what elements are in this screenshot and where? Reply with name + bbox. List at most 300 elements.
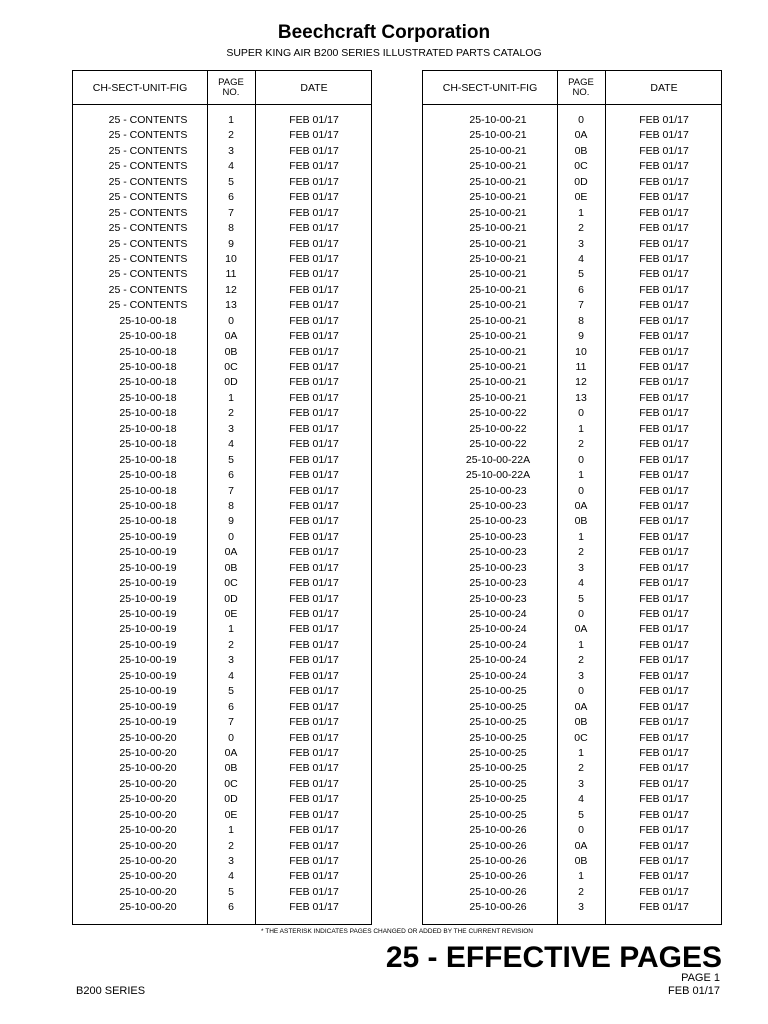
date-cell: FEB 01/17 <box>639 577 689 590</box>
table-row <box>73 592 371 607</box>
page-cell: 0C <box>224 777 238 790</box>
page-cell: 5 <box>228 685 234 698</box>
table-body <box>73 113 371 916</box>
fig-cell: 25-10-00-18 <box>119 453 177 466</box>
fig-cell: 25-10-00-25 <box>469 685 527 698</box>
page-title: Beechcraft Corporation <box>277 22 491 43</box>
fig-cell: 25-10-00-20 <box>119 885 177 898</box>
date-cell: FEB 01/17 <box>289 299 339 312</box>
table-row <box>73 329 371 344</box>
table-row <box>73 530 371 545</box>
fig-cell: 25-10-00-18 <box>119 438 177 451</box>
fig-cell: 25-10-00-18 <box>119 391 177 404</box>
table-row <box>423 221 721 236</box>
page-cell: 0C <box>574 731 588 744</box>
page-cell: 13 <box>575 391 587 404</box>
table-row <box>73 576 371 591</box>
fig-cell: 25-10-00-19 <box>119 561 177 574</box>
table-row <box>423 128 721 143</box>
date-cell: FEB 01/17 <box>639 391 689 404</box>
date-cell: FEB 01/17 <box>639 299 689 312</box>
page-cell: 7 <box>578 299 584 312</box>
date-cell: FEB 01/17 <box>639 438 689 451</box>
table-row <box>73 607 371 622</box>
date-cell: FEB 01/17 <box>639 855 689 867</box>
table-row <box>423 885 721 900</box>
table-header <box>423 71 721 105</box>
fig-cell: 25-10-00-24 <box>469 608 527 620</box>
date-cell: FEB 01/17 <box>639 129 689 142</box>
fig-cell: 25-10-00-19 <box>119 546 177 559</box>
date-cell: FEB 01/17 <box>639 114 689 126</box>
page-cell: 2 <box>578 885 584 898</box>
table-row <box>73 839 371 854</box>
page-cell: 2 <box>578 222 584 235</box>
date-cell: FEB 01/17 <box>639 608 689 620</box>
table-row <box>423 854 721 869</box>
table-row <box>423 746 721 761</box>
table-row <box>73 746 371 761</box>
header-page-line1: PAGE <box>568 77 594 88</box>
fig-cell: 25-10-00-22A <box>465 469 531 482</box>
page-cell: 1 <box>578 870 584 883</box>
table-row <box>423 700 721 715</box>
fig-cell: 25-10-00-18 <box>119 515 177 528</box>
page-cell: 1 <box>578 746 584 759</box>
table-row <box>423 314 721 329</box>
page-cell: 2 <box>228 407 234 420</box>
table-row <box>73 808 371 823</box>
fig-cell: 25-10-00-26 <box>469 839 527 852</box>
table-row <box>73 869 371 884</box>
fig-cell: 25-10-00-19 <box>119 592 177 605</box>
table-row <box>73 715 371 730</box>
page-cell: 0 <box>578 407 584 420</box>
table-row <box>73 206 371 221</box>
table-row <box>73 144 371 159</box>
date-cell: FEB 01/17 <box>639 252 689 265</box>
page-cell: 5 <box>228 885 234 898</box>
table-row <box>423 159 721 174</box>
page-cell: 4 <box>228 438 234 451</box>
table-row <box>423 638 721 653</box>
fig-cell: 25 - CONTENTS <box>108 268 188 281</box>
date-cell: FEB 01/17 <box>289 484 339 497</box>
date-cell: FEB 01/17 <box>639 885 689 898</box>
page-cell: 0C <box>224 361 238 373</box>
page-cell: 0A <box>574 700 588 713</box>
fig-cell: 25-10-00-18 <box>119 361 177 373</box>
page-cell: 5 <box>578 808 584 821</box>
fig-cell: 25 - CONTENTS <box>108 160 188 173</box>
fig-cell: 25-10-00-21 <box>469 129 527 142</box>
table-row <box>423 175 721 190</box>
table-row <box>423 329 721 344</box>
page-cell: 1 <box>578 530 584 543</box>
table-row <box>73 360 371 375</box>
table-row <box>423 298 721 313</box>
table-row <box>423 715 721 730</box>
fig-cell: 25-10-00-21 <box>469 144 527 157</box>
fig-cell: 25-10-00-22 <box>469 422 527 435</box>
date-cell: FEB 01/17 <box>639 314 689 327</box>
page-cell: 0E <box>224 808 238 821</box>
table-row <box>423 468 721 483</box>
date-cell: FEB 01/17 <box>639 685 689 698</box>
table-row <box>423 669 721 684</box>
fig-cell: 25 - CONTENTS <box>108 237 188 250</box>
fig-cell: 25-10-00-25 <box>469 746 527 759</box>
page-cell: 2 <box>578 546 584 559</box>
fig-cell: 25 - CONTENTS <box>108 299 188 312</box>
date-cell: FEB 01/17 <box>289 330 339 343</box>
page-cell: 0 <box>228 731 234 744</box>
fig-cell: 25-10-00-21 <box>469 283 527 296</box>
table-row <box>73 298 371 313</box>
date-cell: FEB 01/17 <box>639 484 689 497</box>
date-cell: FEB 01/17 <box>289 700 339 713</box>
date-cell: FEB 01/17 <box>289 469 339 482</box>
fig-cell: 25-10-00-21 <box>469 237 527 250</box>
date-cell: FEB 01/17 <box>639 283 689 296</box>
date-cell: FEB 01/17 <box>289 129 339 142</box>
header-page-line1: PAGE <box>218 77 244 88</box>
page-subtitle: SUPER KING AIR B200 SERIES ILLUSTRATED PARTS CATALOG <box>226 47 542 59</box>
fig-cell: 25-10-00-20 <box>119 762 177 775</box>
table-row <box>423 561 721 576</box>
effective-pages-table-left <box>72 70 372 925</box>
page-cell: 6 <box>228 901 234 914</box>
date-cell: FEB 01/17 <box>289 824 339 837</box>
page-cell: 1 <box>228 391 234 404</box>
fig-cell: 25-10-00-20 <box>119 731 177 744</box>
date-cell: FEB 01/17 <box>639 731 689 744</box>
date-cell: FEB 01/17 <box>289 685 339 698</box>
table-row <box>73 283 371 298</box>
page-cell: 4 <box>228 870 234 883</box>
table-row <box>423 592 721 607</box>
page-cell: 7 <box>228 484 234 497</box>
date-cell: FEB 01/17 <box>289 191 339 204</box>
date-cell: FEB 01/17 <box>289 438 339 451</box>
date-cell: FEB 01/17 <box>289 222 339 235</box>
fig-cell: 25-10-00-18 <box>119 499 177 512</box>
date-cell: FEB 01/17 <box>289 160 339 173</box>
date-cell: FEB 01/17 <box>289 608 339 620</box>
date-cell: FEB 01/17 <box>289 654 339 667</box>
fig-cell: 25 - CONTENTS <box>108 283 188 296</box>
effective-pages-table-right <box>422 70 722 925</box>
table-row <box>73 761 371 776</box>
page-cell: 11 <box>575 361 587 373</box>
table-row <box>73 468 371 483</box>
date-cell: FEB 01/17 <box>289 376 339 389</box>
table-row <box>423 777 721 792</box>
page-cell: 0C <box>574 160 588 173</box>
header-fig: CH-SECT-UNIT-FIG <box>442 82 538 94</box>
date-cell: FEB 01/17 <box>639 638 689 651</box>
table-row <box>73 422 371 437</box>
date-cell: FEB 01/17 <box>639 222 689 235</box>
fig-cell: 25-10-00-21 <box>469 222 527 235</box>
fig-cell: 25-10-00-25 <box>469 777 527 790</box>
date-cell: FEB 01/17 <box>639 330 689 343</box>
page-cell: 1 <box>578 638 584 651</box>
table-row <box>73 484 371 499</box>
fig-cell: 25-10-00-18 <box>119 422 177 435</box>
table-row <box>423 684 721 699</box>
page-cell: 3 <box>228 144 234 157</box>
table-row <box>73 514 371 529</box>
date-cell: FEB 01/17 <box>639 901 689 914</box>
page-cell: 6 <box>578 283 584 296</box>
table-row <box>73 314 371 329</box>
date-cell: FEB 01/17 <box>289 669 339 682</box>
page-cell: 12 <box>225 283 237 296</box>
fig-cell: 25-10-00-18 <box>119 407 177 420</box>
page-cell: 0A <box>224 330 238 343</box>
date-cell: FEB 01/17 <box>289 391 339 404</box>
page-cell: 13 <box>225 299 237 312</box>
date-cell: FEB 01/17 <box>289 762 339 775</box>
page-cell: 1 <box>228 623 234 636</box>
date-cell: FEB 01/17 <box>289 855 339 867</box>
page-cell: 0B <box>224 345 238 358</box>
date-cell: FEB 01/17 <box>289 746 339 759</box>
page-cell: 0B <box>224 561 238 574</box>
fig-cell: 25-10-00-24 <box>469 669 527 682</box>
page-cell: 0 <box>228 530 234 543</box>
header-date: DATE <box>300 82 328 94</box>
date-cell: FEB 01/17 <box>289 592 339 605</box>
page-cell: 6 <box>228 469 234 482</box>
fig-cell: 25-10-00-25 <box>469 716 527 729</box>
table-row <box>73 175 371 190</box>
fig-cell: 25-10-00-21 <box>469 376 527 389</box>
fig-cell: 25-10-00-23 <box>469 561 527 574</box>
header-page-no <box>207 71 255 105</box>
table-row <box>423 375 721 390</box>
date-cell: FEB 01/17 <box>289 530 339 543</box>
page-cell: 5 <box>578 592 584 605</box>
fig-cell: 25-10-00-20 <box>119 777 177 790</box>
fig-cell: 25 - CONTENTS <box>108 144 188 157</box>
table-row <box>73 267 371 282</box>
page-cell: 6 <box>228 191 234 204</box>
page-cell: 12 <box>575 376 587 389</box>
fig-cell: 25-10-00-25 <box>469 762 527 775</box>
page-cell: 8 <box>578 314 584 327</box>
date-cell: FEB 01/17 <box>639 376 689 389</box>
date-cell: FEB 01/17 <box>289 793 339 806</box>
date-cell: FEB 01/17 <box>639 746 689 759</box>
page-cell: 3 <box>228 654 234 667</box>
fig-cell: 25-10-00-20 <box>119 901 177 914</box>
page-cell: 1 <box>228 824 234 837</box>
date-cell: FEB 01/17 <box>289 175 339 188</box>
table-row <box>73 545 371 560</box>
date-cell: FEB 01/17 <box>639 469 689 482</box>
table-row <box>73 406 371 421</box>
fig-cell: 25-10-00-18 <box>119 345 177 358</box>
fig-cell: 25-10-00-21 <box>469 114 527 126</box>
table-row <box>423 453 721 468</box>
date-cell: FEB 01/17 <box>639 206 689 219</box>
date-cell: FEB 01/17 <box>639 793 689 806</box>
page-cell: 7 <box>228 206 234 219</box>
date-cell: FEB 01/17 <box>639 716 689 729</box>
fig-cell: 25-10-00-20 <box>119 855 177 867</box>
page-cell: 0 <box>578 824 584 837</box>
fig-cell: 25 - CONTENTS <box>108 175 188 188</box>
fig-cell: 25-10-00-18 <box>119 469 177 482</box>
fig-cell: 25-10-00-19 <box>119 669 177 682</box>
page-cell: 3 <box>578 237 584 250</box>
table-row <box>423 545 721 560</box>
date-cell: FEB 01/17 <box>289 144 339 157</box>
date-cell: FEB 01/17 <box>639 530 689 543</box>
fig-cell: 25-10-00-24 <box>469 654 527 667</box>
fig-cell: 25-10-00-19 <box>119 623 177 636</box>
page-cell: 7 <box>228 716 234 729</box>
page-cell: 4 <box>228 669 234 682</box>
table-body <box>423 113 721 916</box>
page-cell: 2 <box>228 129 234 142</box>
page-cell: 6 <box>228 700 234 713</box>
date-cell: FEB 01/17 <box>289 870 339 883</box>
page-cell: 0 <box>578 608 584 620</box>
fig-cell: 25-10-00-18 <box>119 314 177 327</box>
page-cell: 3 <box>578 561 584 574</box>
date-cell: FEB 01/17 <box>639 839 689 852</box>
table-row <box>73 777 371 792</box>
fig-cell: 25-10-00-26 <box>469 885 527 898</box>
table-row <box>73 638 371 653</box>
date-cell: FEB 01/17 <box>639 268 689 281</box>
page-cell: 11 <box>225 268 237 281</box>
date-cell: FEB 01/17 <box>639 546 689 559</box>
date-cell: FEB 01/17 <box>289 268 339 281</box>
fig-cell: 25-10-00-26 <box>469 824 527 837</box>
date-cell: FEB 01/17 <box>289 114 339 126</box>
page-cell: 0B <box>574 716 588 729</box>
date-cell: FEB 01/17 <box>289 901 339 914</box>
table-header <box>73 71 371 105</box>
table-row <box>423 190 721 205</box>
table-row <box>423 839 721 854</box>
page-cell: 10 <box>575 345 587 358</box>
table-row <box>423 808 721 823</box>
header-page-no <box>557 71 605 105</box>
table-row <box>423 422 721 437</box>
table-row <box>73 499 371 514</box>
date-cell: FEB 01/17 <box>639 345 689 358</box>
table-row <box>423 761 721 776</box>
table-row <box>423 530 721 545</box>
date-cell: FEB 01/17 <box>639 175 689 188</box>
fig-cell: 25-10-00-21 <box>469 160 527 173</box>
fig-cell: 25-10-00-19 <box>119 700 177 713</box>
date-cell: FEB 01/17 <box>289 499 339 512</box>
page-cell: 0D <box>574 175 588 188</box>
page-cell: 4 <box>578 577 584 590</box>
table-row <box>73 854 371 869</box>
fig-cell: 25-10-00-19 <box>119 608 177 620</box>
page-cell: 3 <box>228 855 234 867</box>
page-cell: 8 <box>228 222 234 235</box>
date-cell: FEB 01/17 <box>289 577 339 590</box>
page-cell: 9 <box>228 237 234 250</box>
page-cell: 2 <box>578 762 584 775</box>
page-cell: 0 <box>578 484 584 497</box>
page-cell: 0B <box>574 144 588 157</box>
date-cell: FEB 01/17 <box>639 592 689 605</box>
page-cell: 1 <box>578 422 584 435</box>
page-cell: 9 <box>228 515 234 528</box>
date-cell: FEB 01/17 <box>639 700 689 713</box>
date-cell: FEB 01/17 <box>289 252 339 265</box>
fig-cell: 25 - CONTENTS <box>108 252 188 265</box>
table-row <box>423 576 721 591</box>
header-fig: CH-SECT-UNIT-FIG <box>92 82 188 94</box>
date-cell: FEB 01/17 <box>639 777 689 790</box>
date-cell: FEB 01/17 <box>289 345 339 358</box>
table-row <box>423 267 721 282</box>
table-row <box>73 684 371 699</box>
fig-cell: 25-10-00-22 <box>469 438 527 451</box>
date-cell: FEB 01/17 <box>289 885 339 898</box>
table-row <box>423 792 721 807</box>
header-page-line2: NO. <box>222 87 240 98</box>
table-row <box>423 391 721 406</box>
table-row <box>73 653 371 668</box>
table-row <box>423 113 721 128</box>
fig-cell: 25-10-00-20 <box>119 808 177 821</box>
fig-cell: 25-10-00-23 <box>469 530 527 543</box>
page-cell: 0 <box>228 314 234 327</box>
table-row <box>73 437 371 452</box>
date-cell: FEB 01/17 <box>639 453 689 466</box>
date-cell: FEB 01/17 <box>639 237 689 250</box>
page-cell: 4 <box>228 160 234 173</box>
fig-cell: 25 - CONTENTS <box>108 222 188 235</box>
table-row <box>423 900 721 915</box>
date-cell: FEB 01/17 <box>289 422 339 435</box>
page-cell: 0 <box>578 685 584 698</box>
table-row <box>423 144 721 159</box>
table-row <box>73 113 371 128</box>
page-cell: 0A <box>574 499 588 512</box>
fig-cell: 25-10-00-25 <box>469 700 527 713</box>
page-cell: 5 <box>228 453 234 466</box>
date-cell: FEB 01/17 <box>639 515 689 528</box>
fig-cell: 25-10-00-19 <box>119 530 177 543</box>
table-row <box>73 237 371 252</box>
date-cell: FEB 01/17 <box>289 808 339 821</box>
section-title: 25 - EFFECTIVE PAGES <box>385 941 722 974</box>
table-row <box>423 823 721 838</box>
fig-cell: 25-10-00-20 <box>119 824 177 837</box>
fig-cell: 25-10-00-19 <box>119 654 177 667</box>
fig-cell: 25-10-00-21 <box>469 268 527 281</box>
date-cell: FEB 01/17 <box>639 870 689 883</box>
page-cell: 0 <box>578 453 584 466</box>
fig-cell: 25-10-00-26 <box>469 870 527 883</box>
table-row <box>73 669 371 684</box>
date-cell: FEB 01/17 <box>639 824 689 837</box>
table-row <box>73 561 371 576</box>
date-cell: FEB 01/17 <box>639 499 689 512</box>
